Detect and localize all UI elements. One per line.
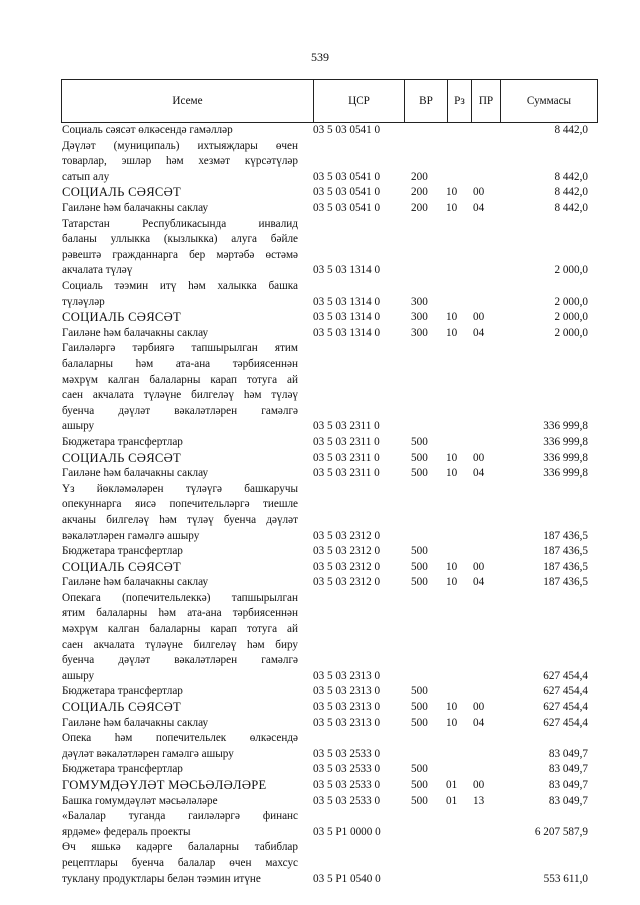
row-name-line: ярдәме» федераль проекты <box>62 825 191 838</box>
row-name-line: СОЦИАЛЬ СӘЯСӘТ <box>62 310 181 325</box>
table-row <box>0 575 640 591</box>
row-sum: 336 999,8 <box>543 451 588 464</box>
row-name <box>62 700 298 716</box>
table-body <box>0 123 640 887</box>
row-name <box>62 778 298 794</box>
row-vr: 500 <box>411 560 428 573</box>
table-row <box>0 778 640 794</box>
row-name-line: дәүләт вәкаләтләрен гамәлгә ашыру <box>62 747 234 760</box>
table-row <box>0 139 640 186</box>
row-sum: 187 436,5 <box>543 545 588 558</box>
row-csr: 03 5 03 2313 0 <box>313 701 381 714</box>
row-rz: 10 <box>446 716 458 729</box>
row-name <box>62 326 298 342</box>
row-csr: 03 5 03 0541 0 <box>313 201 381 214</box>
row-pr: 04 <box>473 467 485 480</box>
row-name-line: опекуннарга яисә попечительләргә тиешле <box>62 498 298 511</box>
row-sum: 627 454,4 <box>543 716 588 729</box>
row-sum: 8 442,0 <box>554 186 588 199</box>
row-sum: 83 049,7 <box>548 779 588 792</box>
row-pr: 04 <box>473 576 485 589</box>
row-name-line: Гаиләне һәм балачакны саклау <box>62 467 209 480</box>
row-name-line: түләүләр <box>62 295 105 308</box>
row-name-line: Бюджетара трансфертлар <box>62 763 183 776</box>
row-name-line: мәхрүм калган балаларны карап тотуга ай <box>62 373 298 386</box>
row-name-line: СОЦИАЛЬ СӘЯСӘТ <box>62 185 181 200</box>
header-csr: ЦСР <box>313 80 404 122</box>
row-rz: 01 <box>446 779 458 792</box>
row-csr: 03 5 03 2311 0 <box>313 467 380 480</box>
row-csr: 03 5 03 0541 0 <box>313 170 381 183</box>
row-name-line: СОЦИАЛЬ СӘЯСӘТ <box>62 450 181 465</box>
row-csr: 03 5 P1 0000 0 <box>313 825 381 838</box>
row-pr: 00 <box>473 451 485 464</box>
row-name-line: Гаиләне һәм балачакны саклау <box>62 716 209 729</box>
row-vr: 500 <box>411 685 428 698</box>
page-number: 539 <box>311 50 329 64</box>
row-name-line: балаларны һәм ата-ана тәрбиясеннән <box>62 357 298 370</box>
row-name-line: Гаиләне һәм балачакны саклау <box>62 326 209 339</box>
row-sum: 2 000,0 <box>554 326 588 339</box>
row-csr: 03 5 03 0541 0 <box>313 186 381 199</box>
table-row <box>0 794 640 810</box>
header-sum: Суммасы <box>500 80 597 122</box>
row-name <box>62 139 298 186</box>
table-row <box>0 700 640 716</box>
row-sum: 83 049,7 <box>548 747 588 760</box>
row-csr: 03 5 03 2312 0 <box>313 545 381 558</box>
row-csr: 03 5 03 0541 0 <box>313 124 381 136</box>
row-name-line: мәхрүм калган балаларны карап тотуга ай <box>62 623 298 636</box>
row-sum: 2 000,0 <box>554 264 588 277</box>
row-vr: 500 <box>411 716 428 729</box>
row-name <box>62 123 298 139</box>
row-name-line: ятим балаларны һәм ата-ана тәрбиясеннән <box>62 607 298 620</box>
row-vr: 500 <box>411 451 428 464</box>
row-vr: 500 <box>411 576 428 589</box>
row-name-line: товарлар, эшләр һәм хезмәт күрсәтүләр <box>62 155 298 168</box>
row-sum: 553 611,0 <box>543 872 588 885</box>
table-row <box>0 217 640 279</box>
row-sum: 8 442,0 <box>554 201 588 214</box>
row-csr: 03 5 03 2311 0 <box>313 420 380 433</box>
row-name-line: рецептлары буенча балалар өчен махсус <box>62 857 298 870</box>
row-pr: 00 <box>473 560 485 573</box>
table-row <box>0 279 640 310</box>
row-name-line: буенча дәүләт вәкаләтләрен гамәлгә <box>62 654 298 667</box>
row-name-line: СОЦИАЛЬ СӘЯСӘТ <box>62 700 181 715</box>
row-vr: 500 <box>411 545 428 558</box>
table-row <box>0 435 640 451</box>
row-name-line: Бюджетара трансфертлар <box>62 435 183 448</box>
row-name <box>62 341 298 435</box>
table-row <box>0 482 640 544</box>
row-sum: 627 454,4 <box>543 685 588 698</box>
header-name: Исеме <box>172 95 203 107</box>
row-csr: 03 5 03 2533 0 <box>313 763 381 776</box>
row-sum: 336 999,8 <box>543 467 588 480</box>
row-sum: 627 454,4 <box>543 701 588 714</box>
row-rz: 10 <box>446 576 458 589</box>
row-name-line: СОЦИАЛЬ СӘЯСӘТ <box>62 559 181 574</box>
row-name <box>62 716 298 732</box>
row-rz: 01 <box>446 794 458 807</box>
table-row <box>0 466 640 482</box>
row-rz: 10 <box>446 186 458 199</box>
table-row <box>0 341 640 435</box>
row-sum: 336 999,8 <box>543 420 588 433</box>
row-name <box>62 591 298 685</box>
row-csr: 03 5 03 2313 0 <box>313 669 381 682</box>
row-sum: 8 442,0 <box>554 170 588 183</box>
row-vr: 200 <box>411 170 428 183</box>
table-row <box>0 840 640 887</box>
row-csr: 03 5 03 1314 0 <box>313 311 381 324</box>
row-name-line: вәкаләтләрен гамәлгә ашыру <box>62 529 200 542</box>
table-row <box>0 684 640 700</box>
row-name <box>62 544 298 560</box>
row-rz: 10 <box>446 701 458 714</box>
row-name <box>62 185 298 201</box>
row-rz: 10 <box>446 560 458 573</box>
row-name-line: Гаиләләргә тәрбиягә тапшырылган ятим <box>62 342 298 355</box>
row-sum: 336 999,8 <box>543 435 588 448</box>
row-name-line: Социаль тәэмин итү һәм халыкка башка <box>62 279 298 292</box>
row-csr: 03 5 03 2313 0 <box>313 685 381 698</box>
row-name-line: туклану продуктлары белән тәэмин итүне <box>62 872 261 885</box>
row-csr: 03 5 03 2311 0 <box>313 451 380 464</box>
row-csr: 03 5 03 2311 0 <box>313 435 380 448</box>
row-rz: 10 <box>446 326 458 339</box>
row-name <box>62 310 298 326</box>
table-row <box>0 731 640 762</box>
row-pr: 04 <box>473 716 485 729</box>
row-name <box>62 809 298 840</box>
row-name-line: рәвештә гражданнарга бер мәртәбә өстәмә <box>62 248 298 261</box>
row-sum: 6 207 587,9 <box>534 825 588 838</box>
row-name <box>62 279 298 310</box>
table-row <box>0 185 640 201</box>
row-name <box>62 451 298 467</box>
row-name-line: Гаиләне һәм балачакны саклау <box>62 201 209 214</box>
row-name-line: баланы уллыкка (кызлыкка) алуга бәйле <box>62 233 298 246</box>
header-vr: ВР <box>404 80 447 122</box>
row-csr: 03 5 03 1314 0 <box>313 295 381 308</box>
row-vr: 500 <box>411 794 428 807</box>
row-name <box>62 731 298 762</box>
row-rz: 10 <box>446 311 458 324</box>
row-name-line: акчалата түләү <box>62 264 133 277</box>
table-row <box>0 809 640 840</box>
row-name-line: саен акчалата түләүне билгеләү һәм биру <box>62 638 298 651</box>
row-vr: 200 <box>411 201 428 214</box>
row-sum: 83 049,7 <box>548 794 588 807</box>
row-csr: 03 5 03 2533 0 <box>313 747 381 760</box>
row-name-line: Башка гомумдәүләт мәсьәләләре <box>62 794 218 807</box>
table-row <box>0 762 640 778</box>
row-name-line: саен акчалата түләүне билгеләү һәм түләү <box>62 389 298 402</box>
row-vr: 300 <box>411 326 428 339</box>
table-row <box>0 716 640 732</box>
row-name <box>62 794 298 810</box>
row-pr: 00 <box>473 701 485 714</box>
row-vr: 500 <box>411 467 428 480</box>
row-name-line: Гаиләне һәм балачакны саклау <box>62 576 209 589</box>
row-name <box>62 217 298 279</box>
row-name <box>62 435 298 451</box>
row-csr: 03 5 03 1314 0 <box>313 326 381 339</box>
row-vr: 500 <box>411 435 428 448</box>
row-name-line: ашыру <box>62 420 95 433</box>
row-rz: 10 <box>446 467 458 480</box>
row-vr: 500 <box>411 763 428 776</box>
table-row <box>0 326 640 342</box>
row-pr: 00 <box>473 186 485 199</box>
row-csr: 03 5 03 2312 0 <box>313 576 381 589</box>
row-name <box>62 840 298 887</box>
row-pr: 13 <box>473 794 485 807</box>
row-vr: 500 <box>411 701 428 714</box>
table-row <box>0 310 640 326</box>
row-sum: 2 000,0 <box>554 311 588 324</box>
row-name-line: «Балалар туганда гаиләләргә финанс <box>62 810 298 823</box>
row-pr: 00 <box>473 779 485 792</box>
row-pr: 04 <box>473 326 485 339</box>
row-name-line: сатып алу <box>62 170 110 183</box>
row-csr: 03 5 03 2313 0 <box>313 716 381 729</box>
row-sum: 83 049,7 <box>548 763 588 776</box>
row-name <box>62 684 298 700</box>
row-sum: 627 454,4 <box>543 669 588 682</box>
row-csr: 03 5 03 2312 0 <box>313 560 381 573</box>
row-name-line: Бюджетара трансфертлар <box>62 545 183 558</box>
row-name <box>62 560 298 576</box>
row-pr: 04 <box>473 201 485 214</box>
row-name-line: Социаль сәясәт өлкәсендә гамәлләр <box>62 124 233 136</box>
row-pr: 00 <box>473 311 485 324</box>
row-name-line: Өч яшькә кадәрге балаларны табиблар <box>62 841 298 854</box>
row-name-line: акчаны билгеләү һәм түләү буенча дәүләт <box>62 513 298 526</box>
table-row <box>0 560 640 576</box>
row-vr: 300 <box>411 311 428 324</box>
row-name <box>62 201 298 217</box>
row-name-line: ГОМУМДӘҮЛӘТ МӘСЬӘЛӘЛӘРЕ <box>62 778 267 793</box>
row-name-line: буенча дәүләт вәкаләтләрен гамәлгә <box>62 404 298 417</box>
row-rz: 10 <box>446 451 458 464</box>
row-sum: 187 436,5 <box>543 560 588 573</box>
row-name-line: ашыру <box>62 669 95 682</box>
row-sum: 2 000,0 <box>554 295 588 308</box>
row-name <box>62 575 298 591</box>
table-row <box>0 451 640 467</box>
row-sum: 187 436,5 <box>543 529 588 542</box>
row-name-line: Опекага (попечительлеккә) тапшырылган <box>62 591 298 604</box>
row-csr: 03 5 03 2533 0 <box>313 794 381 807</box>
table-row <box>0 591 640 685</box>
header-rz: Рз <box>447 80 471 122</box>
row-csr: 03 5 03 1314 0 <box>313 264 381 277</box>
row-vr: 300 <box>411 295 428 308</box>
row-sum: 187 436,5 <box>543 576 588 589</box>
table-row <box>0 123 640 139</box>
row-csr: 03 5 P1 0540 0 <box>313 872 381 885</box>
row-name-line: Үз йөкләмәләрен түләүгә башкаручы <box>62 482 298 495</box>
row-name <box>62 762 298 778</box>
row-sum: 8 442,0 <box>554 124 588 136</box>
row-name <box>62 466 298 482</box>
row-name-line: Дәүләт (муниципаль) ихтыяҗлары өчен <box>62 139 298 152</box>
row-rz: 10 <box>446 201 458 214</box>
row-csr: 03 5 03 2533 0 <box>313 779 381 792</box>
row-csr: 03 5 03 2312 0 <box>313 529 381 542</box>
header-pr: ПР <box>471 80 500 122</box>
table-row <box>0 201 640 217</box>
row-name <box>62 482 298 544</box>
table-row <box>0 544 640 560</box>
row-name-line: Татарстан Республикасында инвалид <box>62 217 298 230</box>
row-name-line: Опека һәм попечительлек өлкәсендә <box>62 732 298 745</box>
table-header <box>61 79 598 123</box>
row-vr: 500 <box>411 779 428 792</box>
row-name-line: Бюджетара трансфертлар <box>62 685 183 698</box>
row-vr: 200 <box>411 186 428 199</box>
